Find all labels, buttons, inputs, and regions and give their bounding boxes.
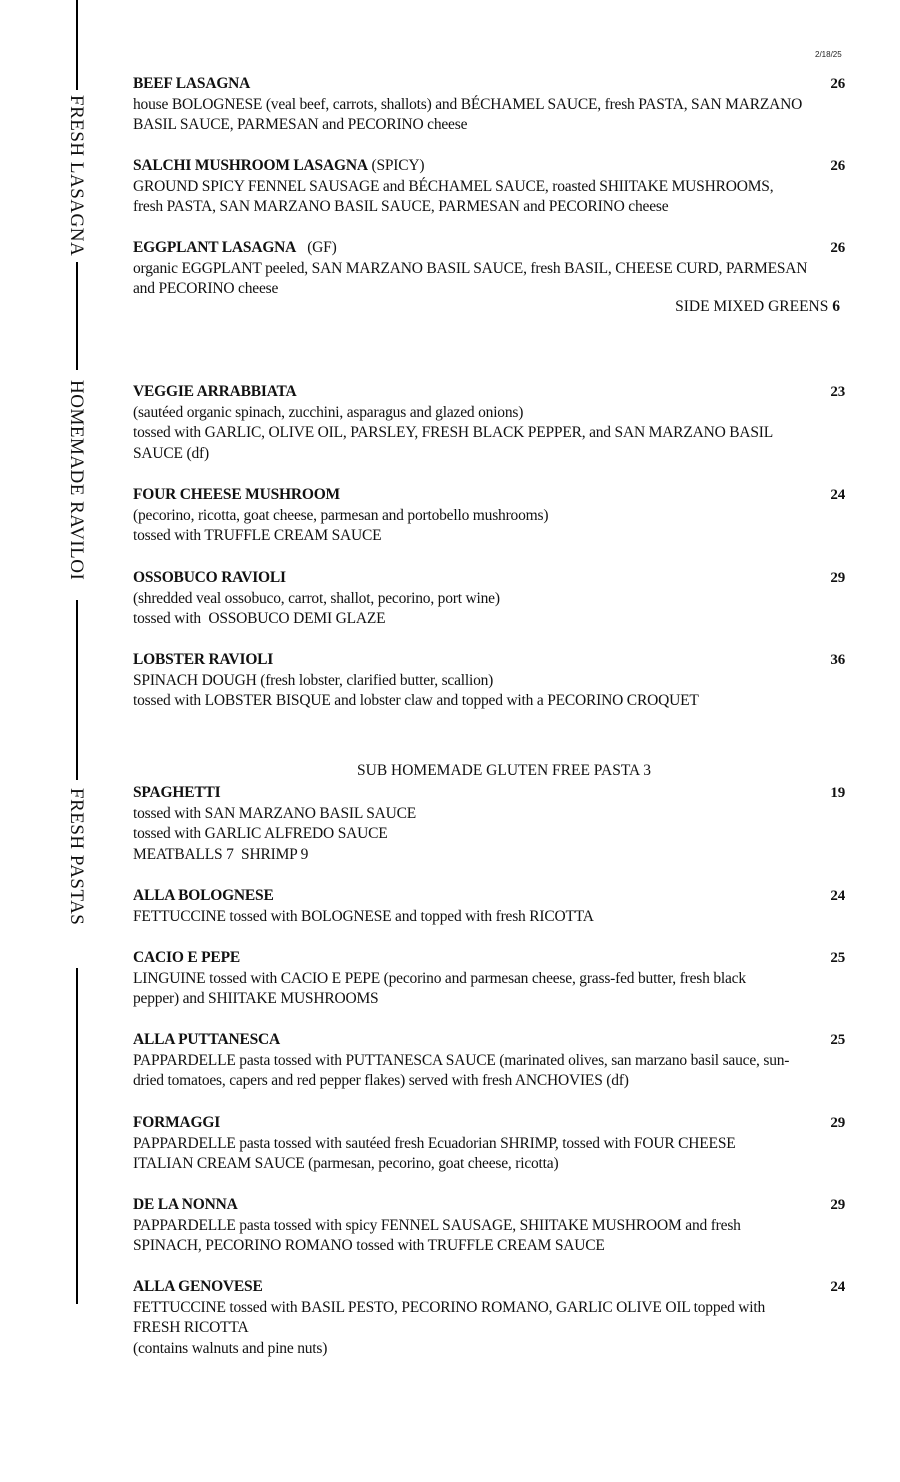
- item-name: CACIO E PEPE: [133, 949, 240, 966]
- item-description: (pecorino, ricotta, goat cheese, parmesan and portobello mushrooms): [133, 506, 549, 524]
- side-mixed-greens: [675, 298, 840, 316]
- item-price: 19: [830, 785, 845, 801]
- menu-item: [133, 1030, 845, 1092]
- item-description: FETTUCCINE tossed with BOLOGNESE and topped with fresh RICOTTA: [133, 907, 594, 925]
- item-description: tossed with GARLIC ALFREDO SAUCE: [133, 825, 388, 842]
- item-name: FOUR CHEESE MUSHROOM: [133, 486, 340, 503]
- item-price: 26: [830, 76, 845, 92]
- item-name: OSSOBUCO RAVIOLI: [133, 569, 286, 586]
- section-label-pastas: FRESH PASTAS: [66, 788, 87, 926]
- item-description: FETTUCCINE tossed with BASIL PESTO, PECORINO ROMANO, GARLIC OLIVE OIL topped with: [133, 1298, 766, 1316]
- menu-item: [133, 156, 845, 218]
- item-name: FORMAGGI: [133, 1114, 221, 1131]
- item-name: ALLA PUTTANESCA: [133, 1031, 281, 1048]
- item-description: tossed with TRUFFLE CREAM SAUCE: [133, 527, 382, 544]
- item-description: SPINACH DOUGH (fresh lobster, clarified butter, scallion): [133, 671, 494, 689]
- item-description: pepper) and SHIITAKE MUSHROOMS: [133, 990, 379, 1007]
- item-price: 29: [830, 1115, 845, 1131]
- item-price: 25: [830, 950, 845, 966]
- item-description: ITALIAN CREAM SAUCE (parmesan, pecorino, goat cheese, ricotta): [133, 1155, 559, 1172]
- side-label: SIDE MIXED GREENS: [675, 298, 833, 315]
- menu-item: [133, 74, 845, 136]
- item-price: 36: [830, 652, 845, 668]
- item-name: ALLA GENOVESE: [133, 1278, 263, 1295]
- item-name: SALCHI MUSHROOM LASAGNA: [133, 157, 368, 174]
- item-description: PAPPARDELLE pasta tossed with spicy FENNEL SAUSAGE, SHIITAKE MUSHROOM and fresh: [133, 1216, 741, 1234]
- sidebar-divider: [76, 968, 78, 1304]
- item-price: 26: [830, 240, 845, 256]
- item-description: PAPPARDELLE pasta tossed with sautéed fresh Ecuadorian SHRIMP, tossed with FOUR CHEESE: [133, 1134, 736, 1152]
- item-price: 23: [830, 384, 845, 400]
- menu-item: [133, 1113, 845, 1175]
- item-name: ALLA BOLOGNESE: [133, 887, 274, 904]
- item-description: organic EGGPLANT peeled, SAN MARZANO BASIL SAUCE, fresh BASIL, CHEESE CURD, PARMESAN: [133, 259, 808, 277]
- item-name: BEEF LASAGNA: [133, 75, 251, 92]
- side-price: 6: [832, 298, 840, 315]
- item-price: 24: [830, 487, 845, 503]
- item-description: tossed with GARLIC, OLIVE OIL, PARSLEY, FRESH BLACK PEPPER, and SAN MARZANO BASIL: [133, 424, 774, 441]
- section-label-ravioli: HOMEMADE RAVILOI: [66, 380, 87, 581]
- item-price: 26: [830, 158, 845, 174]
- menu-item: [133, 886, 845, 927]
- menu-item: [133, 650, 845, 712]
- menu-date: 2/18/25: [815, 50, 842, 59]
- item-description: SAUCE (df): [133, 444, 209, 462]
- item-price: 24: [830, 1279, 845, 1295]
- item-description: dried tomatoes, capers and red pepper flakes) served with fresh ANCHOVIES (df): [133, 1072, 629, 1089]
- menu-item: [133, 783, 845, 865]
- sidebar-divider: [76, 0, 78, 90]
- item-description: tossed with OSSOBUCO DEMI GLAZE: [133, 610, 386, 627]
- item-description: BASIL SAUCE, PARMESAN and PECORINO cheese: [133, 116, 468, 133]
- item-description: LINGUINE tossed with CACIO E PEPE (pecorino and parmesan cheese, grass-fed butter, fresh black: [133, 969, 746, 987]
- menu-item: [133, 1195, 845, 1257]
- item-note: (SPICY): [367, 157, 425, 174]
- item-name: LOBSTER RAVIOLI: [133, 651, 274, 668]
- item-name: DE LA NONNA: [133, 1196, 238, 1213]
- menu-item: [133, 382, 845, 464]
- item-description: (sautéed organic spinach, zucchini, asparagus and glazed onions): [133, 403, 524, 421]
- item-price: 24: [830, 888, 845, 904]
- item-description: and PECORINO cheese: [133, 280, 279, 297]
- section-label-lasagna: FRESH LASAGNA: [66, 95, 87, 257]
- item-name: SPAGHETTI: [133, 784, 221, 801]
- sidebar-divider: [76, 600, 78, 780]
- item-price: 25: [830, 1032, 845, 1048]
- item-description: SPINACH, PECORINO ROMANO tossed with TRUFFLE CREAM SAUCE: [133, 1237, 605, 1254]
- item-note: (GF): [296, 239, 337, 256]
- item-price: 29: [830, 1197, 845, 1213]
- item-description: MEATBALLS 7 SHRIMP 9: [133, 845, 309, 863]
- item-description: house BOLOGNESE (veal beef, carrots, shallots) and BÉCHAMEL SAUCE, fresh PASTA, SAN MARZANO: [133, 95, 803, 113]
- item-name: VEGGIE ARRABBIATA: [133, 383, 297, 400]
- menu-item: [133, 1277, 845, 1359]
- item-description: fresh PASTA, SAN MARZANO BASIL SAUCE, PARMESAN and PECORINO cheese: [133, 198, 669, 215]
- item-name: EGGPLANT LASAGNA: [133, 239, 297, 256]
- item-description: (contains walnuts and pine nuts): [133, 1339, 328, 1357]
- item-description: tossed with SAN MARZANO BASIL SAUCE: [133, 804, 417, 822]
- menu-item: [133, 485, 845, 547]
- sidebar-divider: [76, 262, 78, 370]
- gluten-free-note: SUB HOMEMADE GLUTEN FREE PASTA 3: [357, 762, 652, 779]
- item-description: PAPPARDELLE pasta tossed with PUTTANESCA SAUCE (marinated olives, san marzano basil sauce, sun-: [133, 1051, 790, 1069]
- item-price: 29: [830, 570, 845, 586]
- item-description: FRESH RICOTTA: [133, 1319, 249, 1336]
- menu-item: [133, 948, 845, 1010]
- menu-item: [133, 238, 845, 300]
- item-description: (shredded veal ossobuco, carrot, shallot, pecorino, port wine): [133, 589, 500, 607]
- menu-item: [133, 568, 845, 630]
- item-description: tossed with LOBSTER BISQUE and lobster claw and topped with a PECORINO CROQUET: [133, 692, 699, 709]
- item-description: GROUND SPICY FENNEL SAUSAGE and BÉCHAMEL SAUCE, roasted SHIITAKE MUSHROOMS,: [133, 177, 774, 195]
